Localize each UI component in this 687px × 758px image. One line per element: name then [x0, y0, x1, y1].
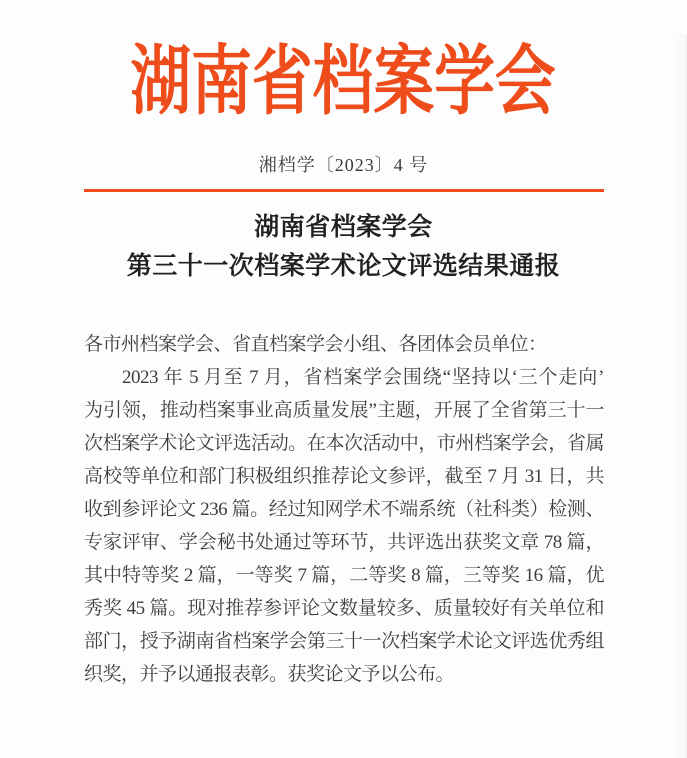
org-title-text: 湖南省档案学会	[130, 41, 557, 125]
body-line-salutation: 各市州档案学会、省直档案学会小组、各团体会员单位：	[84, 334, 547, 355]
body-line: 专家评审、学会秘书处通过等环节，共评选出获奖文章 78 篇，	[84, 532, 604, 553]
org-title-header	[0, 34, 687, 130]
body-line: 部门，授予湖南省档案学会第三十一次档案学术论文评选优秀组	[84, 631, 604, 652]
scanned-document-page	[0, 34, 687, 758]
body-paragraph	[84, 328, 604, 691]
doc-title-line-1: 湖南省档案学会	[254, 214, 433, 241]
body-line: 其中特等奖 2 篇，一等奖 7 篇，二等奖 8 篇，三等奖 16 篇，优	[84, 565, 604, 586]
doc-title-line-2: 第三十一次档案学术论文评选结果通报	[126, 253, 561, 280]
body-line-last: 织奖，并予以通报表彰。获奖论文予以公布。	[84, 664, 455, 685]
doc-number: 湘档学〔2023〕4 号	[258, 155, 429, 175]
body-line: 高校等单位和部门积极组织推荐论文参评，截至 7 月 31 日，共	[84, 466, 604, 487]
body-line: 2023 年 5 月至 7 月，省档案学会围绕“坚持以‘三个走向’	[122, 367, 604, 388]
body-line: 秀奖 45 篇。现对推荐参评论文数量较多、质量较好有关单位和	[84, 598, 604, 619]
body-line: 次档案学术论文评选活动。在本次活动中，市州档案学会，省属	[84, 433, 604, 454]
doc-title	[0, 208, 687, 286]
red-divider-line	[84, 189, 604, 192]
body-line: 收到参评论文 236 篇。经过知网学术不端系统（社科类）检测、	[84, 499, 604, 520]
body-line: 为引领，推动档案事业高质量发展”主题，开展了全省第三十一	[84, 400, 604, 421]
